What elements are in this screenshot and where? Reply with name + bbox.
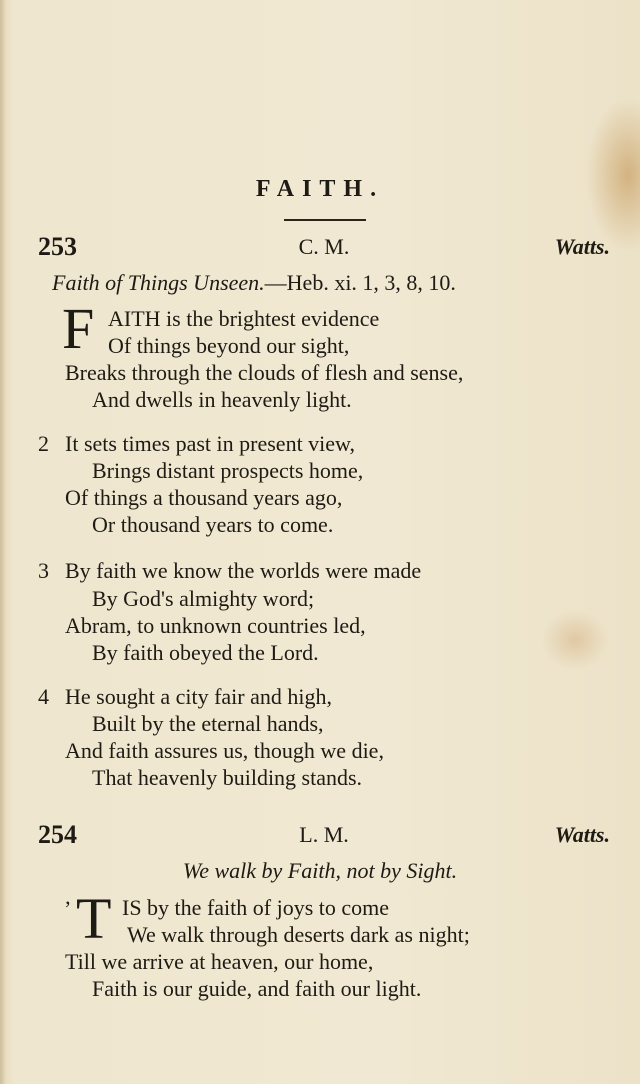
verse-line: AITH is the brightest evidence bbox=[108, 306, 380, 331]
hymn-meter: L. M. bbox=[299, 822, 349, 847]
verse-line: That heavenly building stands. bbox=[92, 765, 363, 790]
verse-line: IS by the faith of joys to come bbox=[122, 895, 390, 920]
hymn-253-subtitle bbox=[52, 270, 456, 296]
verse-line: By faith we know the worlds were made bbox=[65, 558, 422, 583]
verse-line: He sought a city fair and high, bbox=[65, 684, 332, 709]
verse-line: By God's almighty word; bbox=[92, 586, 315, 611]
hymn-number: 254 bbox=[38, 820, 77, 849]
drop-cap: F bbox=[62, 296, 95, 361]
verse-line: It sets times past in present view, bbox=[65, 431, 356, 456]
apostrophe-prefix: ’ bbox=[64, 896, 72, 921]
section-title: FAITH. bbox=[255, 176, 385, 202]
page-gutter bbox=[0, 0, 6, 1084]
verse-line: And faith assures us, though we die, bbox=[65, 738, 384, 763]
verse-line: Built by the eternal hands, bbox=[92, 711, 324, 736]
stanza-number: 3 bbox=[38, 558, 49, 583]
verse-line: Or thousand years to come. bbox=[92, 512, 334, 537]
hymn-254-subtitle bbox=[0, 858, 640, 884]
stanza-number: 4 bbox=[38, 684, 49, 709]
subtitle-italic: We walk by Faith, not by Sight. bbox=[182, 858, 458, 883]
verse-line: Breaks through the clouds of flesh and sense, bbox=[65, 360, 464, 385]
hymn-253-header bbox=[38, 232, 610, 262]
verse-line: Faith is our guide, and faith our light. bbox=[92, 976, 422, 1001]
verse-line: By faith obeyed the Lord. bbox=[92, 640, 319, 665]
verse-line: We walk through deserts dark as night; bbox=[127, 922, 470, 947]
hymn-author: Watts. bbox=[554, 822, 610, 847]
verse-line: And dwells in heavenly light. bbox=[92, 387, 352, 412]
verse-line: Brings distant prospects home, bbox=[92, 458, 364, 483]
stanza-number: 2 bbox=[38, 431, 49, 456]
hymn-meter: C. M. bbox=[298, 234, 350, 259]
hymn-number: 253 bbox=[38, 232, 77, 261]
verse-line: Of things beyond our sight, bbox=[108, 333, 350, 358]
subtitle-reference: —Heb. xi. 1, 3, 8, 10. bbox=[264, 270, 456, 295]
hymn-author: Watts. bbox=[554, 234, 610, 259]
hymn-254-header bbox=[38, 820, 610, 850]
verse-line: Till we arrive at heaven, our home, bbox=[65, 949, 374, 974]
title-rule bbox=[284, 219, 366, 221]
verse-line: Of things a thousand years ago, bbox=[65, 485, 343, 510]
verse-line: Abram, to unknown countries led, bbox=[65, 613, 366, 638]
subtitle-italic: Faith of Things Unseen. bbox=[52, 270, 265, 295]
drop-cap: T bbox=[76, 886, 112, 951]
